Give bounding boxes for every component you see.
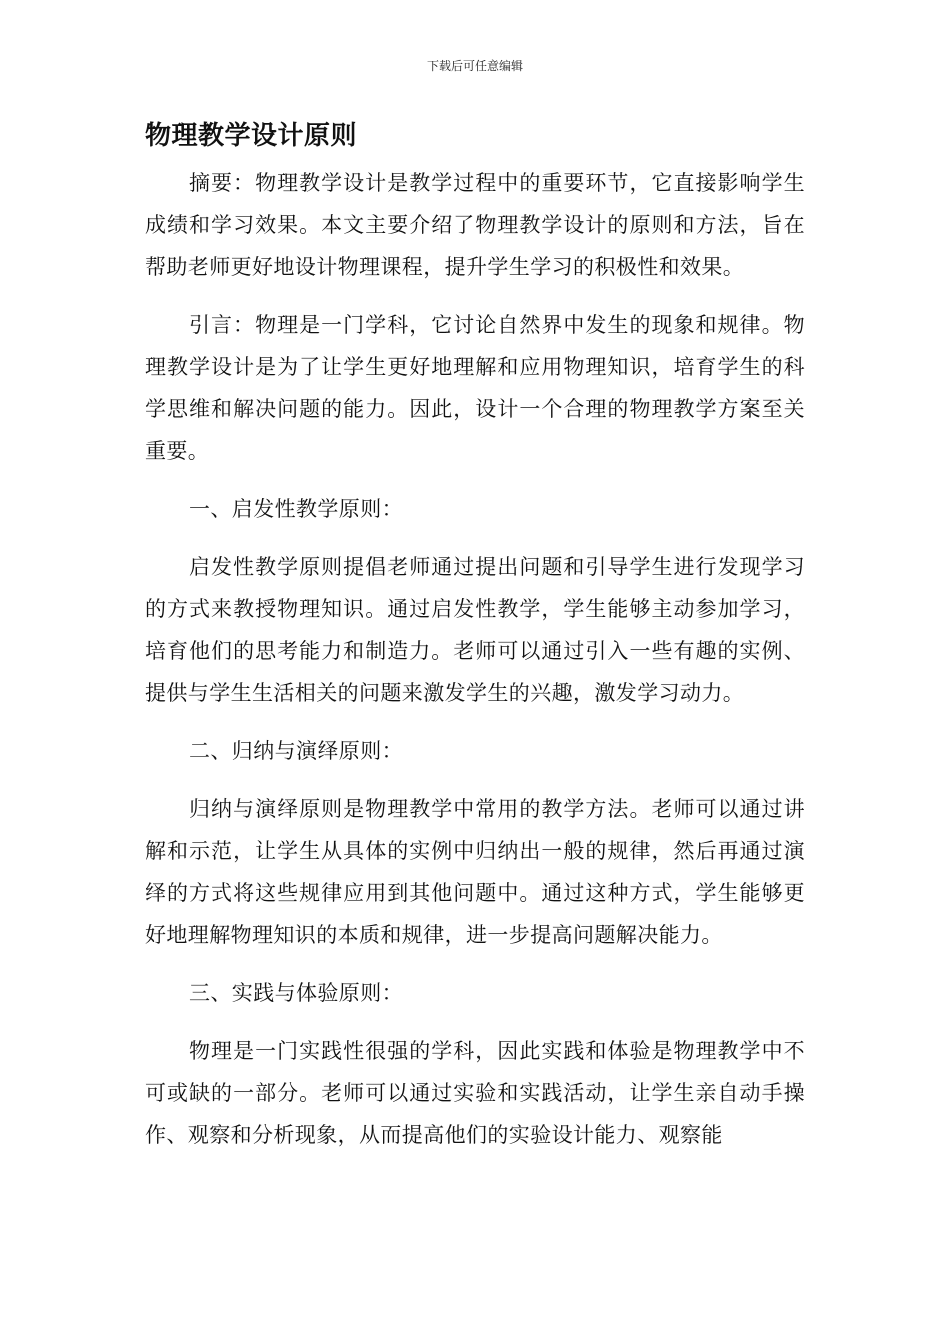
section-paragraph-heuristic: 启发性教学原则提倡老师通过提出问题和引导学生进行发现学习的方式来教授物理知识。通过启发性教学，学生能够主动参加学习，培育他们的思考能力和制造力。老师可以通过引入一些有趣的实例、提供与学生生活相关的问题来激发学生的兴趣，激发学习动力。 [145, 555, 805, 705]
section-heading-induction-deduction: 二、归纳与演绎原则： [189, 739, 403, 763]
document-title: 物理教学设计原则 [145, 121, 358, 151]
page-header-note: 下载后可任意编辑 [426, 59, 523, 73]
introduction-paragraph: 引言：物理是一门学科，它讨论自然界中发生的现象和规律。物理教学设计是为了让学生更好地理解和应用物理知识，培育学生的科学思维和解决问题的能力。因此，设计一个合理的物理教学方案至关重要。 [145, 313, 805, 463]
section-heading-heuristic: 一、启发性教学原则： [189, 497, 403, 521]
section-paragraph-practice-experience: 物理是一门实践性很强的学科，因此实践和体验是物理教学中不可或缺的一部分。老师可以通过实验和实践活动，让学生亲自动手操作、观察和分析现象，从而提高他们的实验设计能力、观察能 [145, 1039, 805, 1147]
section-heading-practice-experience: 三、实践与体验原则： [189, 981, 403, 1005]
abstract-paragraph: 摘要：物理教学设计是教学过程中的重要环节，它直接影响学生成绩和学习效果。本文主要介绍了物理教学设计的原则和方法，旨在帮助老师更好地设计物理课程，提升学生学习的积极性和效果。 [145, 171, 805, 279]
section-paragraph-induction-deduction: 归纳与演绎原则是物理教学中常用的教学方法。老师可以通过讲解和示范，让学生从具体的实例中归纳出一般的规律，然后再通过演绎的方式将这些规律应用到其他问题中。通过这种方式，学生能够更好地理解物理知识的本质和规律，进一步提高问题解决能力。 [145, 797, 805, 947]
document-body [145, 162, 805, 1172]
